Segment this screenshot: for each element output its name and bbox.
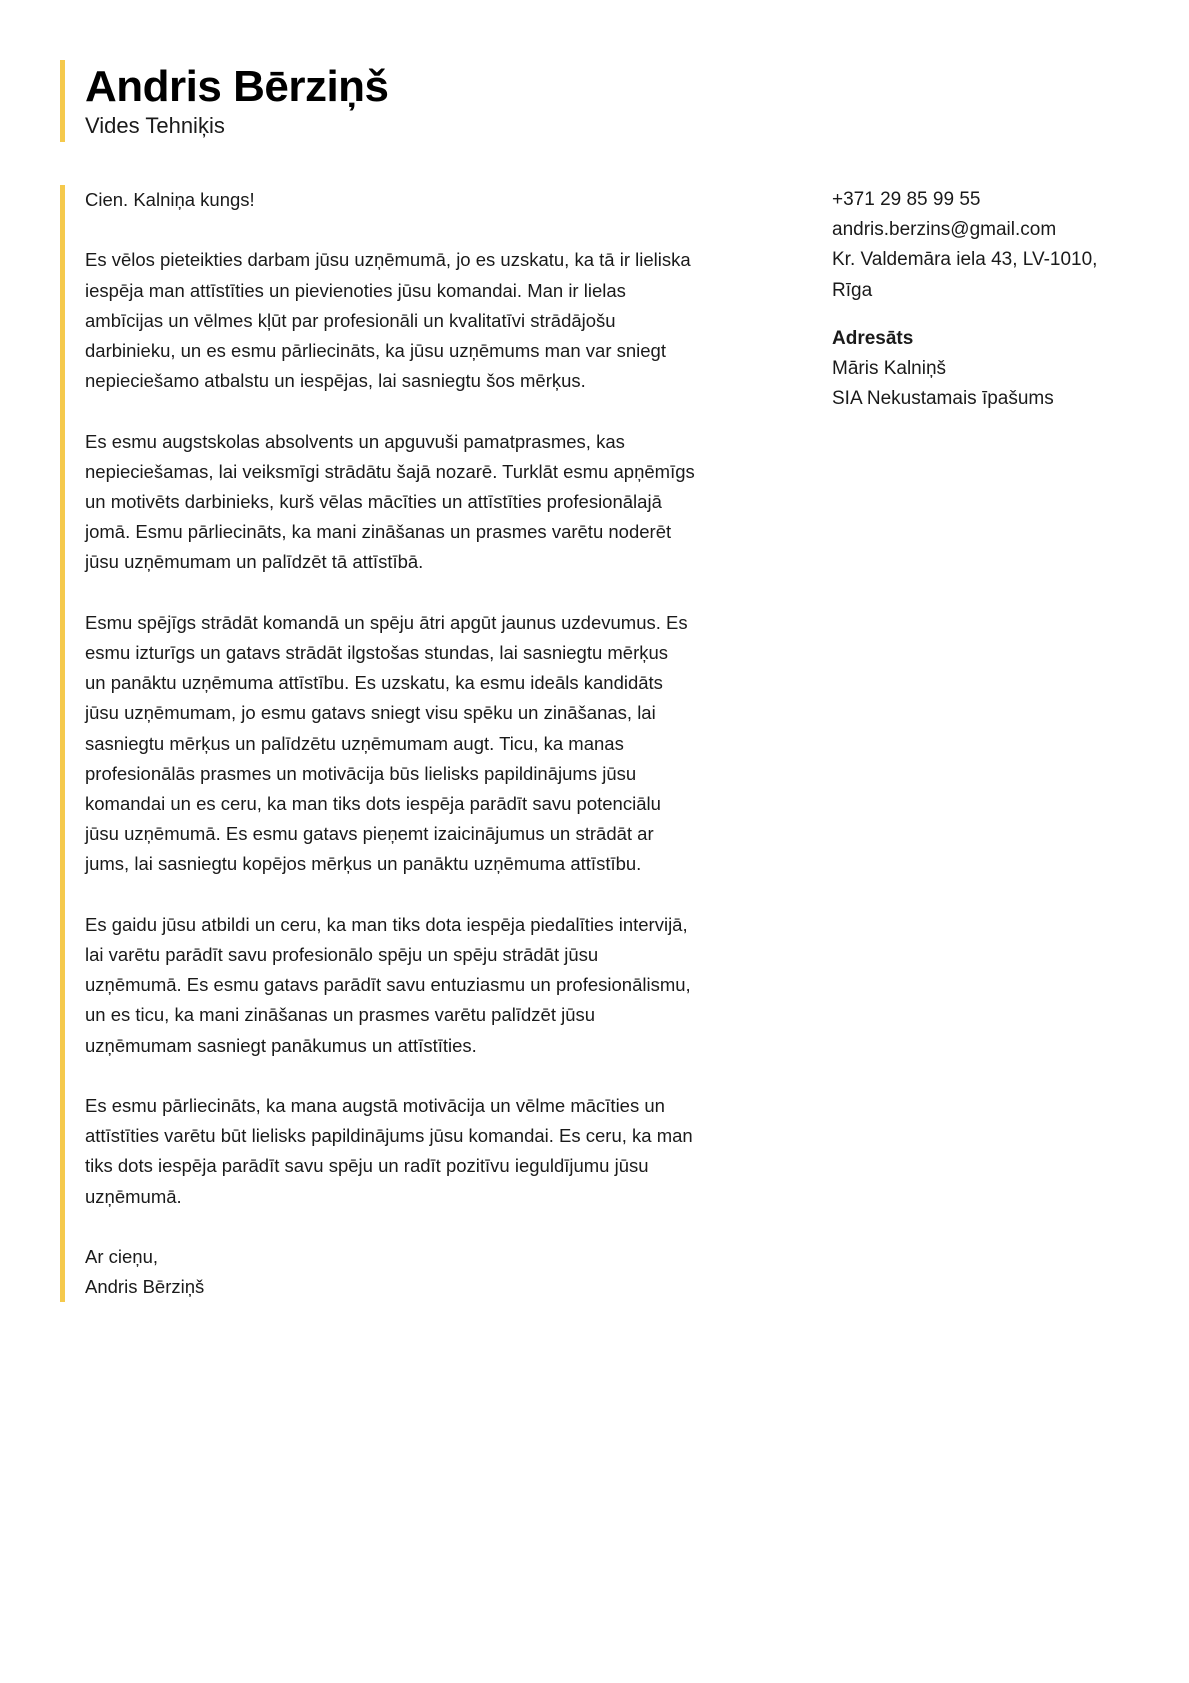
paragraph-line: darbinieku, un es esmu pārliecināts, ka jūsu uzņēmums man var sniegt [85, 340, 666, 361]
paragraph-line: iespēja man attīstīties un pievienoties jūsu komandai. Man ir lielas [85, 279, 626, 301]
paragraph-line: Es esmu augstskolas absolvents un apguvuši pamatprasmes, kas [85, 430, 625, 452]
paragraph-line: profesionālās prasmes un motivācija būs lielisks papildinājums jūsu [85, 762, 637, 784]
recipient-company: SIA Nekustamais īpašums [832, 388, 1054, 410]
header [60, 60, 389, 142]
paragraph-line: Es vēlos pieteikties darbam jūsu uzņēmumā, jo es uzskatu, ka tā ir lieliska [85, 249, 691, 271]
letter-body [60, 185, 785, 1302]
paragraph-line: un motivēts darbinieks, kurš vēlas mācīties un attīstīties profesionālajā [85, 491, 662, 512]
recipient-heading: Adresāts [832, 327, 914, 349]
address-line-1: Kr. Valdemāra iela 43, LV-1010, [832, 249, 1098, 271]
paragraph-line: Es gaidu jūsu atbildi un ceru, ka man tiks dota iespēja piedalīties intervijā, [85, 913, 688, 935]
letter-paragraph [85, 910, 785, 1061]
contact-sidebar [832, 185, 1097, 414]
paragraph-line: jūsu uzņēmumā. Es esmu gatavs pieņemt izaicinājumus un strādāt ar [85, 823, 654, 845]
closing [85, 1242, 785, 1302]
paragraph-line: uzņēmumam sasniegt panākumus un attīstīties. [85, 1034, 477, 1056]
paragraph-line: Esmu spējīgs strādāt komandā un spēju ātri apgūt jaunus uzdevumus. Es [85, 611, 688, 633]
signature: Andris Bērziņš [85, 1276, 205, 1298]
letter-paragraph [85, 427, 785, 578]
paragraph-line: uzņēmumā. Es esmu gatavs parādīt savu entuziasmu un profesionālismu, [85, 974, 691, 996]
address-line-2: Rīga [832, 279, 873, 301]
paragraph-line: tiks dots iespēja parādīt savu spēju un radīt pozitīvu ieguldījumu jūsu [85, 1155, 649, 1177]
paragraph-line: jums, lai sasniegtu kopējos mērķus un panāktu uzņēmuma attīstību. [85, 853, 642, 875]
paragraph-line: komandai un es ceru, ka man tiks dots iespēja parādīt savu potenciālu [85, 793, 661, 815]
job-title: Vides Tehniķis [85, 113, 225, 138]
applicant-name: Andris Bērziņš [85, 62, 389, 111]
paragraph-line: esmu izturīgs un gatavs strādāt ilgstošas stundas, lai sasniegtu mērķus [85, 642, 669, 663]
paragraph-line: un panāktu uzņēmuma attīstību. Es uzskatu, ka esmu ideāls kandidāts [85, 672, 663, 694]
greeting: Cien. Kalniņa kungs! [85, 189, 255, 210]
paragraph-line: jūsu uzņēmumam un palīdzēt tā attīstībā. [85, 551, 424, 573]
closing-phrase: Ar cieņu, [85, 1246, 159, 1268]
phone: +371 29 85 99 55 [832, 189, 981, 210]
paragraph-line: attīstīties varētu būt lielisks papildinājums jūsu komandai. Es ceru, ka man [85, 1125, 693, 1147]
paragraph-line: nepieciešamas, lai veiksmīgi strādātu šajā nozarē. Turklāt esmu apņēmīgs [85, 460, 695, 482]
letter-paragraph [85, 1091, 785, 1212]
recipient-name: Māris Kalniņš [832, 358, 947, 380]
paragraph-line: nepieciešamo atbalstu un iespējas, lai sasniegtu šos mērķus. [85, 370, 586, 392]
paragraph-line: lai varētu parādīt savu profesionālo spēju un spēju strādāt jūsu [85, 944, 599, 966]
paragraph-line: jomā. Esmu pārliecināts, ka mani zināšanas un prasmes varētu noderēt [85, 521, 672, 543]
paragraph-line: un es ticu, ka mani zināšanas un prasmes varētu palīdzēt jūsu [85, 1004, 596, 1026]
paragraph-line: uzņēmumā. [85, 1185, 182, 1207]
letter-paragraph [85, 245, 785, 396]
paragraph-line: ambīcijas un vēlmes kļūt par profesionāli un kvalitatīvi strādājošu [85, 309, 616, 331]
email: andris.berzins@gmail.com [832, 219, 1057, 241]
paragraph-line: sasniegtu mērķus un palīdzētu uzņēmumam augt. Ticu, ka manas [85, 732, 624, 754]
paragraph-line: jūsu uzņēmumam, jo esmu gatavs sniegt visu spēku un zināšanas, lai [85, 702, 656, 724]
paragraph-line: Es esmu pārliecināts, ka mana augstā motivācija un vēlme mācīties un [85, 1095, 665, 1117]
letter-paragraph [85, 608, 785, 880]
